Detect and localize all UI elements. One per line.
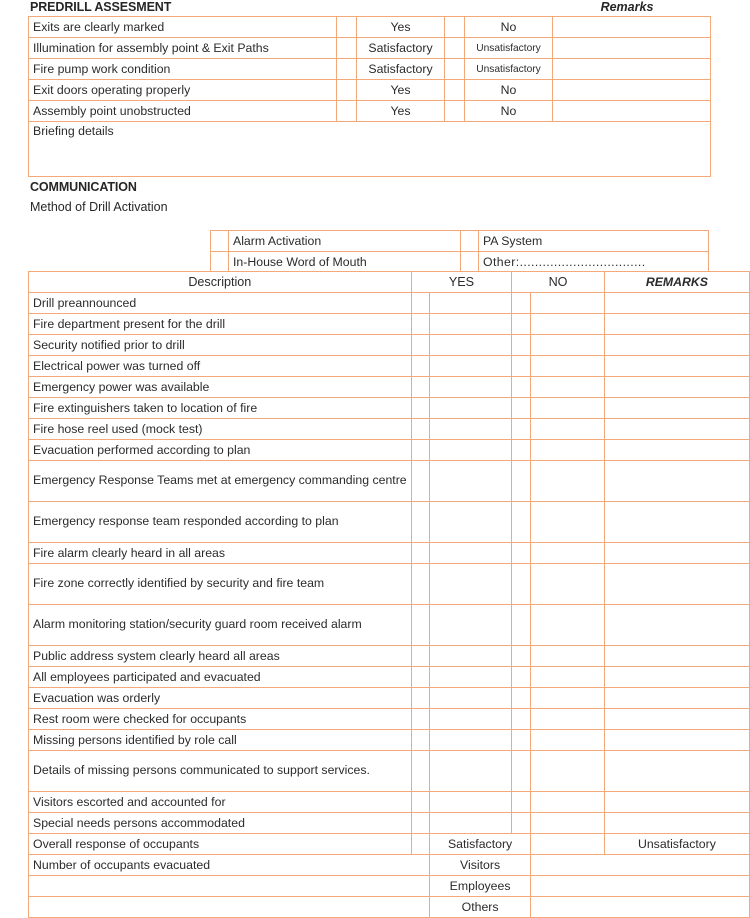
yes-cell[interactable] bbox=[429, 293, 511, 314]
table-row[interactable] bbox=[29, 502, 750, 543]
occupants-category-label: Visitors bbox=[429, 855, 530, 876]
predrill-assessment-title: PREDRILL ASSESMENT bbox=[30, 0, 172, 14]
no-marker[interactable] bbox=[512, 356, 531, 377]
predrill-remarks-cell[interactable] bbox=[553, 80, 711, 101]
remarks-cell[interactable] bbox=[604, 293, 749, 314]
word-of-mouth-checkbox[interactable] bbox=[211, 252, 229, 273]
checklist-item-label: Visitors escorted and accounted for bbox=[29, 792, 412, 813]
yes-marker[interactable] bbox=[411, 646, 429, 667]
table-row[interactable] bbox=[29, 398, 750, 419]
yes-marker[interactable] bbox=[411, 461, 429, 502]
checklist-item-label: Rest room were checked for occupants bbox=[29, 709, 412, 730]
alarm-activation-checkbox[interactable] bbox=[211, 231, 229, 252]
yes-cell[interactable] bbox=[429, 356, 511, 377]
remarks-cell[interactable] bbox=[604, 751, 749, 792]
no-cell[interactable] bbox=[531, 792, 605, 813]
yes-marker[interactable] bbox=[411, 293, 429, 314]
no-marker[interactable] bbox=[512, 605, 531, 646]
yes-marker[interactable] bbox=[411, 813, 429, 834]
no-cell[interactable] bbox=[531, 419, 605, 440]
no-cell[interactable] bbox=[531, 730, 605, 751]
remarks-cell[interactable] bbox=[604, 667, 749, 688]
remarks-cell[interactable] bbox=[604, 502, 749, 543]
yes-marker[interactable] bbox=[411, 605, 429, 646]
briefing-details-row[interactable] bbox=[29, 122, 711, 177]
predrill-yes-marker[interactable] bbox=[337, 80, 357, 101]
pa-system-label: PA System bbox=[479, 231, 709, 252]
no-marker[interactable] bbox=[512, 461, 531, 502]
predrill-yes-label[interactable]: Yes bbox=[357, 101, 445, 122]
no-marker[interactable] bbox=[512, 377, 531, 398]
no-marker[interactable] bbox=[512, 314, 531, 335]
checklist-item-label: Evacuation performed according to plan bbox=[29, 440, 412, 461]
yes-cell[interactable] bbox=[429, 502, 511, 543]
yes-marker[interactable] bbox=[411, 335, 429, 356]
communication-title: COMMUNICATION bbox=[30, 180, 137, 194]
checklist-item-label: Details of missing persons communicated to support services. bbox=[29, 751, 412, 792]
table-row[interactable] bbox=[29, 751, 750, 792]
table-row[interactable] bbox=[29, 792, 750, 813]
yes-cell[interactable] bbox=[429, 564, 511, 605]
predrill-yes-marker[interactable] bbox=[337, 101, 357, 122]
overall-response-label: Overall response of occupants bbox=[29, 834, 412, 855]
column-header-yes: YES bbox=[411, 272, 512, 293]
remarks-cell[interactable] bbox=[604, 813, 749, 834]
yes-cell[interactable] bbox=[429, 792, 511, 813]
yes-cell[interactable] bbox=[429, 377, 511, 398]
table-row[interactable] bbox=[29, 461, 750, 502]
alarm-activation-label: Alarm Activation bbox=[229, 231, 461, 252]
predrill-yes-marker[interactable] bbox=[337, 17, 357, 38]
occupants-value-cell[interactable] bbox=[531, 876, 750, 897]
remarks-cell[interactable] bbox=[604, 605, 749, 646]
table-row[interactable] bbox=[29, 419, 750, 440]
no-cell[interactable] bbox=[531, 293, 605, 314]
yes-cell[interactable] bbox=[429, 461, 511, 502]
checklist-item-label: Fire department present for the drill bbox=[29, 314, 412, 335]
table-row[interactable] bbox=[29, 709, 750, 730]
no-cell[interactable] bbox=[531, 377, 605, 398]
table-row[interactable] bbox=[211, 231, 709, 252]
yes-marker[interactable] bbox=[411, 419, 429, 440]
drill-activation-method-table bbox=[210, 230, 709, 273]
table-row[interactable] bbox=[211, 252, 709, 273]
checklist-item-label: Emergency power was available bbox=[29, 377, 412, 398]
predrill-no-marker[interactable] bbox=[445, 59, 465, 80]
no-marker[interactable] bbox=[512, 688, 531, 709]
column-header-remarks: REMARKS bbox=[604, 272, 749, 293]
predrill-no-marker[interactable] bbox=[445, 80, 465, 101]
no-cell[interactable] bbox=[531, 813, 605, 834]
occupants-evacuated-label: Number of occupants evacuated bbox=[29, 855, 430, 876]
predrill-row-description: Fire pump work condition bbox=[29, 59, 337, 80]
no-marker[interactable] bbox=[512, 667, 531, 688]
predrill-no-label[interactable]: Unsatisfactory bbox=[465, 59, 553, 80]
yes-marker[interactable] bbox=[411, 543, 429, 564]
yes-marker[interactable] bbox=[411, 377, 429, 398]
checklist-header-row bbox=[29, 272, 750, 293]
predrill-no-label[interactable]: Unsatisfactory bbox=[465, 38, 553, 59]
table-row[interactable] bbox=[29, 293, 750, 314]
no-cell[interactable] bbox=[531, 543, 605, 564]
overall-response-row[interactable] bbox=[29, 834, 750, 855]
yes-cell[interactable] bbox=[429, 419, 511, 440]
no-marker[interactable] bbox=[512, 751, 531, 792]
checklist-item-label: Fire extinguishers taken to location of fire bbox=[29, 398, 412, 419]
word-of-mouth-label: In-House Word of Mouth bbox=[229, 252, 461, 273]
no-cell[interactable] bbox=[531, 314, 605, 335]
predrill-remarks-header: Remarks bbox=[600, 0, 654, 14]
no-cell[interactable] bbox=[531, 461, 605, 502]
overall-satisfactory-label[interactable]: Satisfactory bbox=[429, 834, 530, 855]
column-header-no: NO bbox=[512, 272, 605, 293]
checklist-item-label: Security notified prior to drill bbox=[29, 335, 412, 356]
predrill-no-label[interactable]: No bbox=[465, 101, 553, 122]
yes-cell[interactable] bbox=[429, 709, 511, 730]
yes-cell[interactable] bbox=[429, 646, 511, 667]
no-marker[interactable] bbox=[512, 564, 531, 605]
predrill-yes-marker[interactable] bbox=[337, 38, 357, 59]
no-marker[interactable] bbox=[512, 293, 531, 314]
remarks-cell[interactable] bbox=[604, 419, 749, 440]
checklist-item-label: Fire hose reel used (mock test) bbox=[29, 419, 412, 440]
overall-unsatisfactory-label[interactable]: Unsatisfactory bbox=[604, 834, 749, 855]
remarks-cell[interactable] bbox=[604, 314, 749, 335]
yes-marker[interactable] bbox=[411, 314, 429, 335]
column-header-description: Description bbox=[29, 272, 412, 293]
remarks-cell[interactable] bbox=[604, 335, 749, 356]
predrill-no-marker[interactable] bbox=[445, 101, 465, 122]
no-marker[interactable] bbox=[512, 730, 531, 751]
other-method-label[interactable]: Other:................................. bbox=[479, 252, 709, 273]
checklist-item-label: Fire zone correctly identified by security and fire team bbox=[29, 564, 412, 605]
communication-checklist-table bbox=[28, 271, 750, 918]
predrill-row-description: Illumination for assembly point & Exit Paths bbox=[29, 38, 337, 59]
yes-marker[interactable] bbox=[411, 564, 429, 605]
checklist-item-label: Emergency Response Teams met at emergency commanding centre bbox=[29, 461, 412, 502]
yes-marker[interactable] bbox=[411, 502, 429, 543]
predrill-no-marker[interactable] bbox=[445, 17, 465, 38]
no-cell[interactable] bbox=[531, 564, 605, 605]
table-row[interactable] bbox=[29, 543, 750, 564]
table-row[interactable] bbox=[29, 813, 750, 834]
no-cell[interactable] bbox=[531, 356, 605, 377]
briefing-details-label[interactable]: Briefing details bbox=[29, 122, 711, 177]
table-row[interactable] bbox=[29, 314, 750, 335]
table-row[interactable] bbox=[29, 646, 750, 667]
predrill-assessment-table bbox=[28, 16, 711, 177]
yes-marker[interactable] bbox=[411, 792, 429, 813]
yes-cell[interactable] bbox=[429, 751, 511, 792]
remarks-cell[interactable] bbox=[604, 377, 749, 398]
no-cell[interactable] bbox=[531, 440, 605, 461]
no-cell[interactable] bbox=[531, 605, 605, 646]
remarks-cell[interactable] bbox=[604, 709, 749, 730]
predrill-remarks-cell[interactable] bbox=[553, 59, 711, 80]
no-cell[interactable] bbox=[531, 502, 605, 543]
yes-cell[interactable] bbox=[429, 440, 511, 461]
table-row[interactable] bbox=[29, 605, 750, 646]
predrill-remarks-cell[interactable] bbox=[553, 17, 711, 38]
table-row[interactable] bbox=[29, 667, 750, 688]
pa-system-checkbox[interactable] bbox=[461, 231, 479, 252]
checklist-item-label: Missing persons identified by role call bbox=[29, 730, 412, 751]
yes-marker[interactable] bbox=[411, 688, 429, 709]
overall-marker[interactable] bbox=[411, 834, 429, 855]
predrill-yes-label[interactable]: Yes bbox=[357, 80, 445, 101]
remarks-cell[interactable] bbox=[604, 792, 749, 813]
no-cell[interactable] bbox=[531, 646, 605, 667]
yes-cell[interactable] bbox=[429, 335, 511, 356]
checklist-item-label: Fire alarm clearly heard in all areas bbox=[29, 543, 412, 564]
table-row[interactable] bbox=[29, 730, 750, 751]
remarks-cell[interactable] bbox=[604, 688, 749, 709]
table-row[interactable] bbox=[29, 564, 750, 605]
table-row[interactable] bbox=[29, 80, 711, 101]
table-row[interactable] bbox=[29, 38, 711, 59]
yes-marker[interactable] bbox=[411, 730, 429, 751]
remarks-cell[interactable] bbox=[604, 356, 749, 377]
remarks-cell[interactable] bbox=[604, 543, 749, 564]
checklist-item-label: Emergency response team responded according to plan bbox=[29, 502, 412, 543]
checklist-item-label: Special needs persons accommodated bbox=[29, 813, 412, 834]
no-cell[interactable] bbox=[531, 709, 605, 730]
predrill-row-description: Exits are clearly marked bbox=[29, 17, 337, 38]
no-marker[interactable] bbox=[512, 440, 531, 461]
yes-marker[interactable] bbox=[411, 709, 429, 730]
occupants-spacer bbox=[29, 876, 430, 897]
checklist-item-label: Public address system clearly heard all areas bbox=[29, 646, 412, 667]
yes-marker[interactable] bbox=[411, 751, 429, 792]
method-of-drill-activation-label: Method of Drill Activation bbox=[30, 200, 168, 214]
predrill-remarks-cell[interactable] bbox=[553, 38, 711, 59]
no-cell[interactable] bbox=[531, 335, 605, 356]
checklist-item-label: Drill preannounced bbox=[29, 293, 412, 314]
occupants-value-cell[interactable] bbox=[531, 855, 750, 876]
no-marker[interactable] bbox=[512, 709, 531, 730]
occupants-row[interactable] bbox=[29, 855, 750, 876]
yes-cell[interactable] bbox=[429, 398, 511, 419]
table-row[interactable] bbox=[29, 335, 750, 356]
table-row[interactable] bbox=[29, 17, 711, 38]
predrill-row-description: Assembly point unobstructed bbox=[29, 101, 337, 122]
table-row[interactable] bbox=[29, 59, 711, 80]
checklist-item-label: Electrical power was turned off bbox=[29, 356, 412, 377]
no-marker[interactable] bbox=[512, 398, 531, 419]
no-cell[interactable] bbox=[531, 667, 605, 688]
predrill-yes-label[interactable]: Satisfactory bbox=[357, 59, 445, 80]
table-row[interactable] bbox=[29, 101, 711, 122]
yes-marker[interactable] bbox=[411, 440, 429, 461]
table-row[interactable] bbox=[29, 377, 750, 398]
no-marker[interactable] bbox=[512, 335, 531, 356]
checklist-item-label: Evacuation was orderly bbox=[29, 688, 412, 709]
yes-cell[interactable] bbox=[429, 543, 511, 564]
table-row[interactable] bbox=[29, 440, 750, 461]
remarks-cell[interactable] bbox=[604, 646, 749, 667]
table-row[interactable] bbox=[29, 688, 750, 709]
predrill-yes-label[interactable]: Satisfactory bbox=[357, 38, 445, 59]
predrill-remarks-cell[interactable] bbox=[553, 101, 711, 122]
predrill-no-label[interactable]: No bbox=[465, 17, 553, 38]
yes-cell[interactable] bbox=[429, 688, 511, 709]
occupants-category-label: Employees bbox=[429, 876, 530, 897]
no-marker[interactable] bbox=[512, 813, 531, 834]
predrill-no-marker[interactable] bbox=[445, 38, 465, 59]
yes-cell[interactable] bbox=[429, 813, 511, 834]
remarks-cell[interactable] bbox=[604, 398, 749, 419]
yes-cell[interactable] bbox=[429, 314, 511, 335]
table-row[interactable] bbox=[29, 356, 750, 377]
yes-cell[interactable] bbox=[429, 667, 511, 688]
predrill-yes-label[interactable]: Yes bbox=[357, 17, 445, 38]
no-marker[interactable] bbox=[512, 646, 531, 667]
yes-cell[interactable] bbox=[429, 605, 511, 646]
checklist-item-label: Alarm monitoring station/security guard room received alarm bbox=[29, 605, 412, 646]
no-marker[interactable] bbox=[512, 543, 531, 564]
no-marker[interactable] bbox=[512, 419, 531, 440]
no-marker[interactable] bbox=[512, 792, 531, 813]
no-cell[interactable] bbox=[531, 688, 605, 709]
no-marker[interactable] bbox=[512, 502, 531, 543]
yes-marker[interactable] bbox=[411, 667, 429, 688]
yes-marker[interactable] bbox=[411, 356, 429, 377]
remarks-cell[interactable] bbox=[604, 440, 749, 461]
overall-divider-cell[interactable] bbox=[531, 834, 605, 855]
predrill-yes-marker[interactable] bbox=[337, 59, 357, 80]
no-cell[interactable] bbox=[531, 398, 605, 419]
remarks-cell[interactable] bbox=[604, 730, 749, 751]
occupants-row[interactable] bbox=[29, 876, 750, 897]
remarks-cell[interactable] bbox=[604, 564, 749, 605]
yes-marker[interactable] bbox=[411, 398, 429, 419]
no-cell[interactable] bbox=[531, 751, 605, 792]
other-method-checkbox[interactable] bbox=[461, 252, 479, 273]
remarks-cell[interactable] bbox=[604, 461, 749, 502]
occupants-category-label: Others bbox=[429, 897, 530, 918]
checklist-item-label: All employees participated and evacuated bbox=[29, 667, 412, 688]
predrill-row-description: Exit doors operating properly bbox=[29, 80, 337, 101]
yes-cell[interactable] bbox=[429, 730, 511, 751]
predrill-no-label[interactable]: No bbox=[465, 80, 553, 101]
